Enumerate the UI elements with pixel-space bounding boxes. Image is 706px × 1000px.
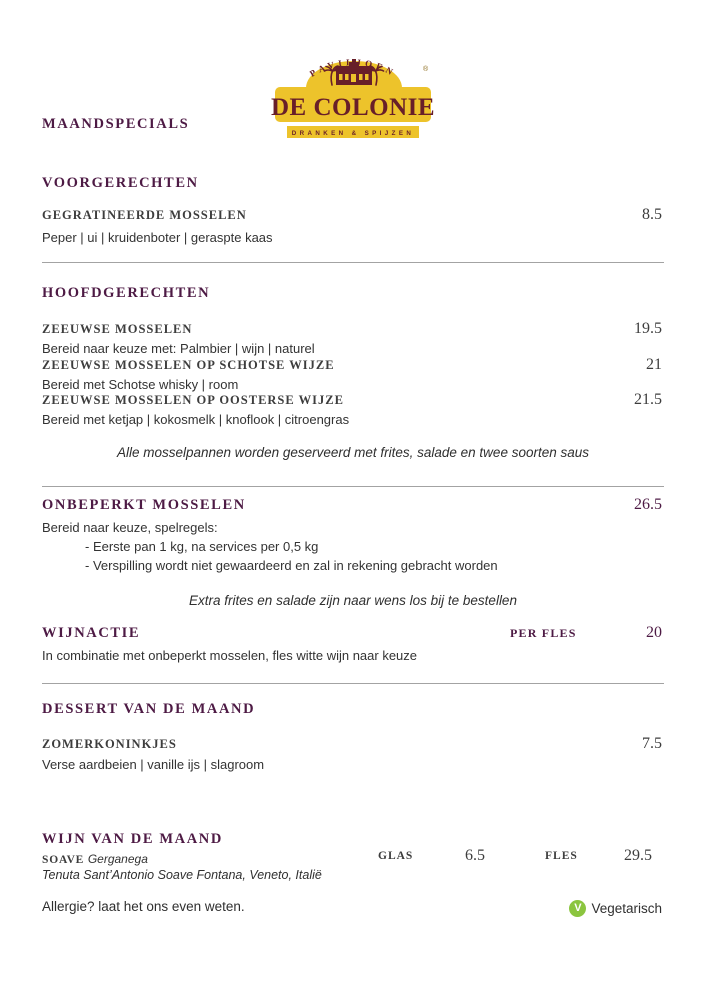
wine-producer: Tenuta Sant’Antonio Soave Fontana, Veneto, Italië [42,868,322,882]
fles-label: FLES [545,850,578,862]
logo-tagline-text: DRANKEN & SPIJZEN [291,130,415,137]
glas-label: GLAS [378,850,414,862]
vegetarian-legend [569,900,662,917]
item-price: 8.5 [642,206,662,223]
section-heading-voorgerechten: VOORGERECHTEN [42,175,199,191]
section-heading-wijnactie: WIJNACTIE [42,625,141,641]
item-name: ZOMERKONINKJES [42,737,177,751]
section-divider [42,683,664,684]
registered-mark: ® [423,66,429,73]
item-price: 21.5 [634,391,662,408]
page-title: MAANDSPECIALS [42,116,190,132]
wine-row [42,847,662,868]
item-price: 26.5 [634,496,662,513]
menu-item-onbeperkt [42,496,662,514]
menu-item [42,735,662,753]
per-fles-label: PER FLES [510,626,577,640]
menu-item [42,320,662,338]
item-price: 20 [646,624,662,641]
section-divider [42,486,664,487]
vegetarian-icon: V [569,900,586,917]
section-heading-dessert: DESSERT VAN DE MAAND [42,701,256,717]
item-desc: Bereid met ketjap | kokosmelk | knoflook | citroengras [42,412,350,427]
item-desc: Peper | ui | kruidenboter | geraspte kaas [42,230,273,245]
item-name: ZEEUWSE MOSSELEN [42,322,193,336]
wine-grape: Gerganega [87,852,148,866]
extras-note: Extra frites en salade zijn naar wens los bij te bestellen [189,593,517,608]
item-name: ZEEUWSE MOSSELEN OP OOSTERSE WIJZE [42,393,344,407]
section-heading-onbeperkt: ONBEPERKT MOSSELEN [42,497,246,513]
item-desc: Bereid met Schotse whisky | room [42,377,239,392]
rule-line: - Verspilling wordt niet gewaardeerd en zal in rekening gebracht worden [85,558,498,573]
allergy-note: Allergie? laat het ons even weten. [42,899,245,914]
footer [42,899,662,917]
menu-item-wijnactie [42,624,662,642]
menu-item [42,356,662,374]
wine-name [42,854,148,866]
vegetarian-label: Vegetarisch [591,900,662,916]
logo-name-text: DE COLONIE [270,94,436,121]
item-desc: In combinatie met onbeperkt mosselen, fles witte wijn naar keuze [42,648,418,663]
item-price: 7.5 [642,735,662,752]
fles-price: 29.5 [624,847,652,864]
item-price: 19.5 [634,320,662,337]
menu-item [42,206,662,224]
item-name: ZEEUWSE MOSSELEN OP SCHOTSE WIJZE [42,358,335,372]
glas-price: 6.5 [465,847,485,864]
logo-arc-text: PAVILJOEN [307,57,399,79]
rules-intro: Bereid naar keuze, spelregels: [42,520,218,535]
item-name: GEGRATINEERDE MOSSELEN [42,208,247,222]
section-heading-wijn: WIJN VAN DE MAAND [42,831,223,847]
item-desc: Verse aardbeien | vanille ijs | slagroom [42,757,265,772]
rule-line: - Eerste pan 1 kg, na services per 0,5 kg [85,539,319,554]
serving-note: Alle mosselpannen worden geserveerd met frites, salade en twee soorten saus [116,445,589,460]
item-desc: Bereid naar keuze met: Palmbier | wijn | naturel [42,341,315,356]
section-heading-hoofdgerechten: HOOFDGERECHTEN [42,285,211,301]
section-divider [42,262,664,263]
item-price: 21 [646,356,662,373]
menu-item [42,391,662,409]
wine-name-text: SOAVE [42,854,85,866]
